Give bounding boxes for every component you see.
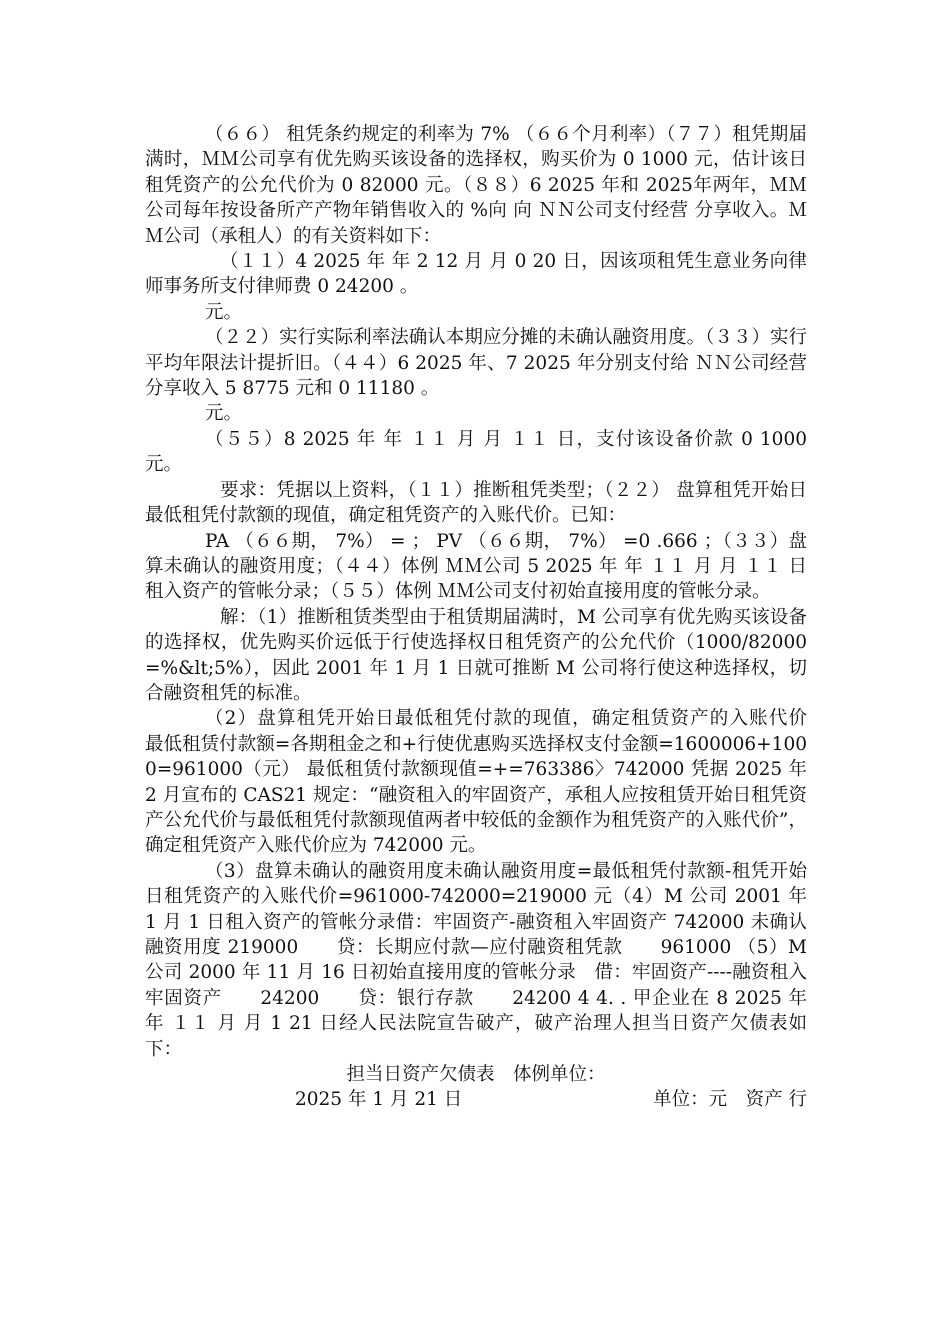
paragraph: （3）盘算未确认的融资用度未确认融资用度=最低租凭付款额-租凭开始日租凭资产的入账代价=961000-742000=219000 元（4）M 公司 2001 年 1 月 1 日租入资产的管帐分录借：牢固资产-融资租入牢固资产 742000 未确认融资用度 219000 贷：长期应付款—应付融资租凭款 961000 （5）M 公司 2000 年 11 月 16 日初始直接用度的管帐分录 借：牢固资产----融资租入牢固资产 24200 贷：银行存款 24200 4 4. . 甲企业在 8 2025 年 年 １１ 月 月 1 21 日经人民法院宣告破产，破产治理人担当日资产欠债表如下： (145, 860, 807, 1060)
paragraph: （2）盘算租凭开始日最低租凭付款的现值，确定租赁资产的入账代价 最低租赁付款额=各期租金之和+行使优惠购买选择权支付金额=1600006+1000=961000（元） 最低租赁付款额现值=+=763386〉742000 凭据 2025 年 2 月宣布的 CAS21 规定：“融资租入的牢固资产，承租人应按租赁开始日租凭资产公允代价与最低租凭付款额现值两者中较低的金额作为租凭资产的入账代价”，确定租凭资产入账代价应为 742000 元。 (145, 708, 845, 857)
table-date: 2025 年 1 月 21 日 (295, 1089, 463, 1111)
document-body (145, 122, 845, 1113)
paragraph: （１１）4 2025 年 年 2 12 月 月 0 20 日，因该项租凭生意业务向律师事务所支付律师费 0 24200 。 (145, 251, 807, 298)
paragraph: 要求：凭据以上资料，（１１）推断租凭类型；（２２） 盘算租凭开始日最低租凭付款额的现值，确定租凭资产的入账代价。已知： (145, 479, 807, 527)
paragraph: 解：（1）推断租赁类型由于租赁期届满时，M 公司享有优先购买该设备的选择权，优先购买价远低于行使选择权日租凭资产的公允代价（1000/82000=%&lt;5%），因此 2001 年 1 月 1 日就可推断 M 公司将行使这种选择权，切合融资租凭的标准。 (145, 606, 807, 704)
paragraph: 元。 (205, 301, 243, 323)
paragraph: 元。 (205, 403, 243, 425)
table-unit: 单位：元 资产 行 (653, 1089, 807, 1111)
table-date-line (145, 1087, 807, 1112)
paragraph: PA （６６期， 7%） = ； PV （６６期， 7%） =0 .666 ；（３３）盘算未确认的融资用度；（４４）体例 ＭＭ公司 5 2025 年 年 １１ 月 月 １１ 日租入资产的管帐分录；（５５）体例 ＭＭ公司支付初始直接用度的管帐分录。 (145, 530, 807, 603)
table-title: 担当日资产欠债表 体例单位： (346, 1064, 606, 1086)
paragraph: （２２）实行实际利率法确认本期应分摊的未确认融资用度。（３３）实行平均年限法计提折旧。（４４）6 2025 年、7 2025 年分别支付给 ＮＮ公司经营分享收入 5 8775 元和 0 11180 。 (145, 327, 807, 400)
paragraph: （５５）8 2025 年 年 １１ 月 月 １１ 日，支付该设备价款 0 1000 元。 (145, 428, 807, 476)
paragraph: （６６） 租凭条约规定的利率为 7% （６６个月利率）（７７）租凭期届满时，ＭＭ公司享有优先购买该设备的选择权，购买价为 0 1000 元，估计该日租凭资产的公允代价为 0 82000 元。（８８）6 2025 年和 2025年两年，ＭＭ公司每年按设备所产产物年销售收入的 %向 向 ＮＮ公司支付经营 分享收入。ＭＭ公司（承租人）的有关资料如下： (145, 124, 807, 247)
